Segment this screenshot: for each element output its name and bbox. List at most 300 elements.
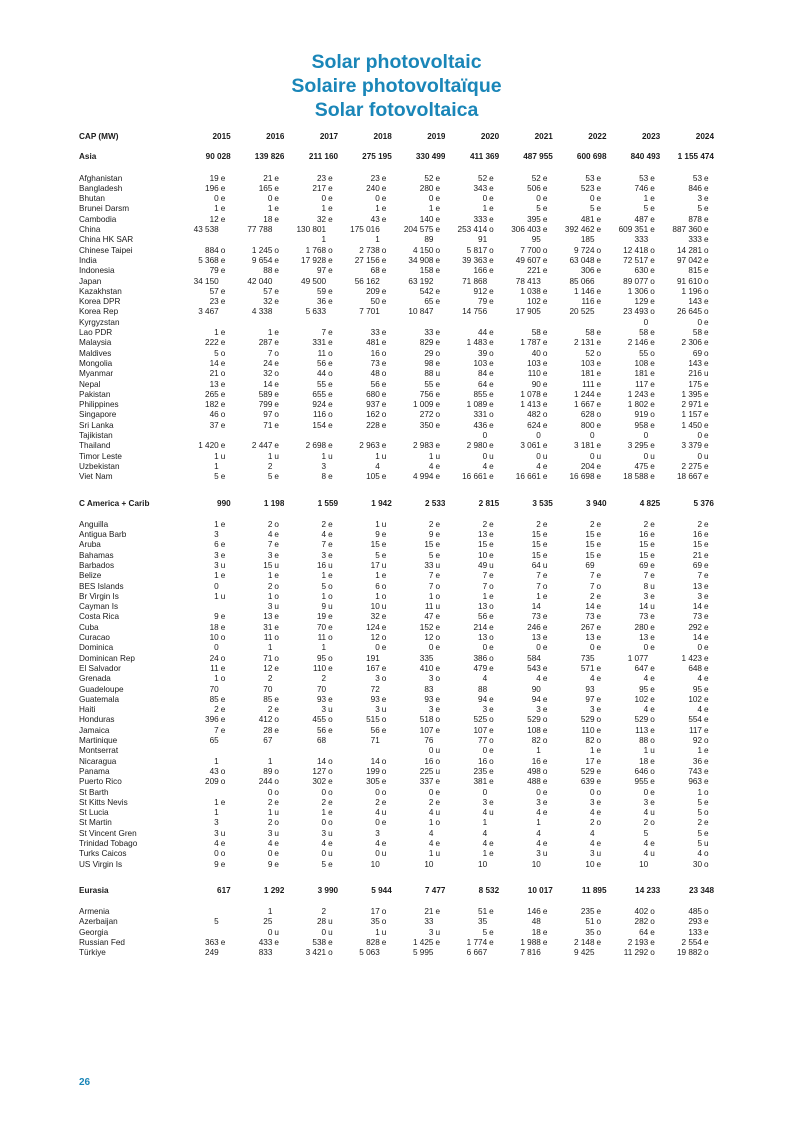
capacity-value: 3	[267, 550, 273, 560]
capacity-value: 884	[205, 245, 219, 255]
capacity-value: 1 420	[198, 441, 219, 451]
capacity-value: 542	[419, 286, 434, 296]
estimate-flag: e	[704, 441, 709, 451]
country-name: Chinese Taipei	[79, 245, 133, 255]
table-row	[79, 380, 714, 390]
capacity-value: 518	[419, 715, 434, 725]
estimate-flag: e	[489, 286, 494, 296]
capacity-cell	[338, 818, 392, 828]
estimate-flag: e	[220, 612, 226, 622]
capacity-cell	[284, 907, 338, 917]
region-total-value: 617	[217, 885, 231, 895]
table-row	[79, 849, 714, 859]
capacity-value: 630	[634, 266, 649, 276]
capacity-value: 10	[209, 633, 219, 643]
estimate-flag: e	[704, 328, 709, 338]
capacity-value: 331	[473, 410, 488, 420]
estimate-flag: e	[381, 550, 387, 560]
capacity-value: 3	[267, 602, 273, 612]
estimate-flag: e	[596, 530, 602, 540]
estimate-flag: e	[274, 389, 279, 399]
estimate-flag: e	[328, 472, 333, 482]
estimate-flag: e	[435, 519, 441, 529]
region-total-value: 840 493	[630, 152, 661, 162]
capacity-value: 333	[688, 235, 702, 245]
capacity-value: 2	[428, 797, 434, 807]
estimate-flag: e	[274, 420, 279, 430]
capacity-value: 235	[580, 907, 595, 917]
capacity-value: 18	[209, 622, 219, 632]
capacity-value: 23 493	[623, 307, 649, 317]
capacity-value: 912	[473, 286, 488, 296]
estimate-flag: o	[650, 917, 655, 927]
capacity-cell	[231, 726, 285, 736]
estimate-flag: e	[220, 358, 226, 368]
capacity-cell	[607, 410, 661, 420]
estimate-flag: e	[596, 938, 602, 948]
capacity-value: 878	[688, 214, 702, 224]
capacity-cell	[338, 328, 392, 338]
capacity-cell	[553, 204, 607, 214]
capacity-cell	[499, 359, 553, 369]
capacity-value: 10	[370, 859, 380, 869]
capacity-cell	[284, 400, 338, 410]
capacity-value: 14	[585, 602, 595, 612]
capacity-cell	[338, 520, 392, 530]
estimate-flag: e	[489, 472, 494, 482]
capacity-value: 7	[214, 725, 219, 735]
capacity-value: 333	[473, 214, 488, 224]
estimate-flag: e	[489, 591, 494, 601]
capacity-value: 17 928	[301, 255, 327, 265]
estimate-flag: e	[328, 255, 333, 265]
capacity-cell	[392, 204, 446, 214]
capacity-cell	[231, 540, 285, 550]
estimate-flag: e	[435, 907, 441, 917]
capacity-cell	[338, 623, 392, 633]
capacity-value: 6 667	[466, 948, 488, 958]
estimate-flag: e	[650, 938, 655, 948]
capacity-value: 181	[580, 369, 595, 379]
estimate-flag: e	[328, 297, 333, 307]
capacity-value: 280	[419, 183, 434, 193]
estimate-flag: o	[274, 348, 279, 358]
capacity-value: 146	[527, 907, 541, 917]
capacity-value: 73	[370, 358, 380, 368]
capacity-value: 166	[473, 266, 488, 276]
capacity-cell	[284, 215, 338, 225]
capacity-value: 12	[263, 663, 273, 673]
capacity-value: 3	[697, 591, 702, 601]
capacity-cell	[231, 431, 285, 441]
estimate-flag: u	[328, 927, 333, 937]
capacity-cell	[553, 948, 607, 958]
capacity-value: 13	[478, 633, 488, 643]
estimate-flag: o	[220, 777, 226, 787]
capacity-value: 71 868	[462, 276, 488, 286]
capacity-value: 140	[419, 214, 434, 224]
capacity-cell	[553, 307, 607, 317]
estimate-flag: e	[542, 643, 548, 653]
country-name: Viet Nam	[79, 472, 113, 482]
capacity-value: 55	[424, 379, 434, 389]
capacity-cell	[499, 767, 553, 777]
capacity-cell	[660, 633, 714, 643]
estimate-flag: e	[220, 705, 226, 715]
capacity-value: 4	[697, 849, 702, 859]
capacity-value: 55	[316, 379, 327, 389]
estimate-flag: u	[328, 705, 333, 715]
capacity-value: 2	[697, 519, 702, 529]
estimate-flag: o	[489, 225, 494, 235]
capacity-cell	[284, 938, 338, 948]
capacity-value: 49 500	[301, 276, 327, 286]
capacity-value: 746	[634, 183, 649, 193]
capacity-value: 77	[478, 736, 488, 746]
capacity-value: 1 667	[574, 400, 595, 410]
capacity-value: 204	[580, 461, 595, 471]
capacity-value: 12	[424, 633, 434, 643]
estimate-flag: e	[650, 173, 655, 183]
capacity-value: 82	[585, 736, 595, 746]
estimate-flag: e	[489, 849, 494, 859]
region-total-value: 275 195	[362, 152, 392, 162]
country-name: Dominica	[79, 643, 114, 653]
capacity-cell	[338, 421, 392, 431]
capacity-cell	[607, 860, 661, 870]
capacity-value: 12 418	[623, 245, 649, 255]
capacity-cell	[445, 235, 499, 245]
region-total-value: 1 292	[263, 885, 285, 895]
capacity-value: 5	[697, 204, 702, 214]
estimate-flag: e	[489, 663, 494, 673]
capacity-cell	[445, 777, 499, 787]
capacity-cell	[177, 664, 231, 674]
capacity-value: 7	[267, 348, 273, 358]
estimate-flag: e	[328, 194, 333, 204]
table-row	[79, 349, 714, 359]
estimate-flag: e	[435, 328, 441, 338]
capacity-cell	[445, 452, 499, 462]
capacity-cell	[284, 194, 338, 204]
capacity-cell	[499, 777, 553, 787]
capacity-cell	[338, 410, 392, 420]
capacity-cell	[445, 917, 499, 927]
capacity-cell	[607, 431, 661, 441]
region-total-value: 3 535	[532, 498, 553, 508]
estimate-flag: e	[489, 540, 494, 550]
capacity-cell	[445, 318, 499, 328]
capacity-cell	[231, 818, 285, 828]
table-row	[79, 452, 714, 462]
capacity-value: 253 414	[457, 225, 488, 235]
estimate-flag: e	[220, 715, 226, 725]
capacity-cell	[607, 287, 661, 297]
estimate-flag: e	[381, 540, 387, 550]
capacity-cell	[338, 582, 392, 592]
capacity-cell	[177, 907, 231, 917]
capacity-cell	[499, 818, 553, 828]
capacity-value: 2 738	[359, 245, 380, 255]
country-name: Jamaica	[79, 725, 110, 735]
capacity-cell	[499, 592, 553, 602]
capacity-cell	[338, 705, 392, 715]
capacity-cell	[284, 462, 338, 472]
estimate-flag: e	[596, 725, 602, 735]
capacity-value: 1	[267, 808, 273, 818]
capacity-value: 3	[589, 705, 595, 715]
capacity-value: 110	[313, 663, 327, 673]
capacity-value: 16	[316, 560, 327, 570]
table-row	[79, 287, 714, 297]
country-name: Antigua Barb	[79, 530, 127, 540]
capacity-cell	[177, 938, 231, 948]
estimate-flag: o	[381, 581, 387, 591]
title-spanish: Solar fotovoltaica	[314, 99, 479, 121]
capacity-cell	[660, 705, 714, 715]
estimate-flag: e	[489, 766, 494, 776]
estimate-flag: o	[220, 653, 226, 663]
capacity-value: 4	[375, 808, 380, 818]
estimate-flag: e	[650, 540, 655, 550]
capacity-cell	[499, 746, 553, 756]
estimate-flag: e	[274, 214, 279, 224]
capacity-cell	[392, 277, 446, 287]
capacity-cell	[231, 421, 285, 431]
capacity-cell	[284, 390, 338, 400]
capacity-cell	[660, 907, 714, 917]
capacity-value: 13	[478, 602, 488, 612]
capacity-value: 5	[589, 204, 595, 214]
estimate-flag: e	[704, 550, 709, 560]
capacity-cell	[607, 462, 661, 472]
capacity-value: 16	[692, 530, 702, 540]
capacity-cell	[177, 829, 231, 839]
estimate-flag: e	[650, 297, 655, 307]
estimate-flag: e	[220, 173, 226, 183]
capacity-cell	[445, 829, 499, 839]
capacity-value: 5	[643, 204, 649, 214]
capacity-cell	[338, 441, 392, 451]
capacity-cell	[284, 369, 338, 379]
country-name: Trinidad Tobago	[79, 839, 138, 848]
estimate-flag: u	[435, 746, 441, 756]
estimate-flag: e	[542, 328, 548, 338]
estimate-flag: e	[274, 797, 279, 807]
capacity-value: 1	[214, 591, 219, 601]
estimate-flag: e	[596, 204, 602, 214]
estimate-flag: u	[328, 451, 333, 461]
estimate-flag: o	[328, 756, 333, 766]
capacity-value: 103	[473, 358, 488, 368]
capacity-cell	[338, 860, 392, 870]
capacity-cell	[445, 582, 499, 592]
capacity-value: 7	[428, 571, 434, 581]
estimate-flag: e	[381, 400, 387, 410]
country-name: Bahamas	[79, 550, 114, 560]
capacity-cell	[392, 685, 446, 695]
capacity-cell	[284, 623, 338, 633]
estimate-flag: e	[435, 612, 441, 622]
table-row	[79, 400, 714, 410]
estimate-flag: u	[381, 808, 387, 818]
capacity-value: 97	[585, 694, 595, 704]
capacity-value: 1	[482, 849, 488, 859]
capacity-cell	[660, 174, 714, 184]
capacity-cell	[660, 654, 714, 664]
capacity-value: 133	[688, 927, 702, 937]
estimate-flag: e	[489, 777, 494, 787]
capacity-value: 12	[209, 214, 219, 224]
estimate-flag: e	[704, 410, 709, 420]
capacity-value: 1 009	[412, 400, 434, 410]
estimate-flag: e	[542, 286, 548, 296]
table-row	[79, 788, 714, 798]
estimate-flag: e	[220, 379, 226, 389]
capacity-cell	[284, 612, 338, 622]
estimate-flag: e	[704, 389, 709, 399]
capacity-value: 24	[263, 358, 273, 368]
estimate-flag: e	[704, 204, 709, 214]
estimate-flag: o	[274, 766, 279, 776]
capacity-cell	[392, 235, 446, 245]
capacity-cell	[284, 520, 338, 530]
capacity-value: 88	[424, 369, 434, 379]
estimate-flag: e	[220, 338, 226, 348]
capacity-cell	[338, 685, 392, 695]
estimate-flag: e	[596, 797, 602, 807]
region-total-value: 11 895	[581, 885, 607, 895]
capacity-value: 1 802	[627, 400, 649, 410]
estimate-flag: e	[274, 530, 279, 540]
capacity-cell	[553, 215, 607, 225]
capacity-value: 5	[267, 472, 273, 482]
country-name: Azerbaijan	[79, 917, 118, 927]
capacity-value: 34 908	[408, 255, 434, 265]
estimate-flag: e	[435, 643, 441, 653]
capacity-value: 32	[263, 369, 273, 379]
capacity-cell	[284, 757, 338, 767]
estimate-flag: e	[596, 255, 602, 265]
capacity-value: 78 413	[515, 276, 541, 286]
capacity-value: 11	[424, 602, 434, 612]
capacity-cell	[660, 380, 714, 390]
capacity-cell	[338, 318, 392, 328]
capacity-cell	[231, 369, 285, 379]
capacity-value: 0	[214, 643, 219, 653]
capacity-cell	[553, 829, 607, 839]
capacity-value: 5	[321, 859, 327, 869]
capacity-value: 51	[585, 917, 595, 927]
capacity-cell	[607, 338, 661, 348]
capacity-value: 1	[375, 571, 380, 581]
capacity-cell	[338, 551, 392, 561]
capacity-value: 10	[478, 859, 488, 869]
estimate-flag: o	[328, 633, 333, 643]
capacity-value: 0	[428, 643, 434, 653]
capacity-value: 282	[634, 917, 649, 927]
capacity-cell	[499, 674, 553, 684]
estimate-flag: e	[704, 431, 709, 441]
estimate-flag: e	[704, 633, 709, 643]
estimate-flag: e	[542, 266, 548, 276]
header-year-2022: 2022	[588, 132, 607, 141]
estimate-flag: u	[435, 927, 441, 937]
capacity-value: 1	[375, 451, 380, 461]
capacity-value: 1	[375, 519, 380, 529]
capacity-cell	[284, 777, 338, 787]
table-row	[79, 530, 714, 540]
capacity-value: 16	[370, 348, 380, 358]
capacity-cell	[660, 369, 714, 379]
capacity-cell	[392, 225, 446, 235]
capacity-value: 199	[366, 766, 380, 776]
capacity-value: 0	[375, 194, 380, 204]
capacity-cell	[607, 225, 661, 235]
capacity-value: 2	[267, 705, 273, 715]
capacity-value: 10	[585, 859, 595, 869]
table-row	[79, 948, 714, 958]
capacity-cell	[660, 235, 714, 245]
capacity-value: 108	[634, 358, 649, 368]
capacity-value: 646	[634, 766, 649, 776]
estimate-flag: e	[328, 530, 333, 540]
estimate-flag: o	[489, 410, 494, 420]
capacity-cell	[177, 359, 231, 369]
estimate-flag: e	[704, 225, 709, 235]
estimate-flag: e	[542, 907, 548, 917]
capacity-cell	[607, 204, 661, 214]
capacity-cell	[231, 849, 285, 859]
estimate-flag: e	[704, 622, 709, 632]
table-row	[79, 277, 714, 287]
capacity-cell	[231, 938, 285, 948]
capacity-cell	[499, 540, 553, 550]
capacity-value: 89	[263, 766, 273, 776]
table-row	[79, 266, 714, 276]
capacity-cell	[445, 633, 499, 643]
capacity-cell	[231, 204, 285, 214]
capacity-cell	[231, 194, 285, 204]
estimate-flag: u	[328, 917, 333, 927]
capacity-cell	[445, 256, 499, 266]
capacity-cell	[231, 746, 285, 756]
capacity-value: 13	[478, 530, 488, 540]
estimate-flag: u	[542, 849, 548, 859]
estimate-flag: e	[650, 756, 655, 766]
capacity-cell	[338, 726, 392, 736]
capacity-value: 10	[478, 550, 488, 560]
estimate-flag: e	[542, 358, 548, 368]
estimate-flag: o	[274, 715, 279, 725]
estimate-flag: e	[381, 389, 387, 399]
capacity-value: 69	[692, 348, 702, 358]
table-row	[79, 307, 714, 317]
capacity-value: 14	[531, 602, 541, 612]
capacity-cell	[231, 338, 285, 348]
capacity-value: 71	[263, 420, 273, 430]
estimate-flag: o	[650, 736, 655, 746]
capacity-cell	[338, 246, 392, 256]
capacity-value: 1	[536, 818, 541, 828]
estimate-flag: e	[220, 441, 226, 451]
capacity-value: 0	[375, 787, 380, 797]
capacity-value: 2	[267, 581, 273, 591]
estimate-flag: e	[704, 612, 709, 622]
estimate-flag: e	[542, 441, 548, 451]
capacity-cell	[499, 849, 553, 859]
estimate-flag: e	[489, 255, 494, 265]
